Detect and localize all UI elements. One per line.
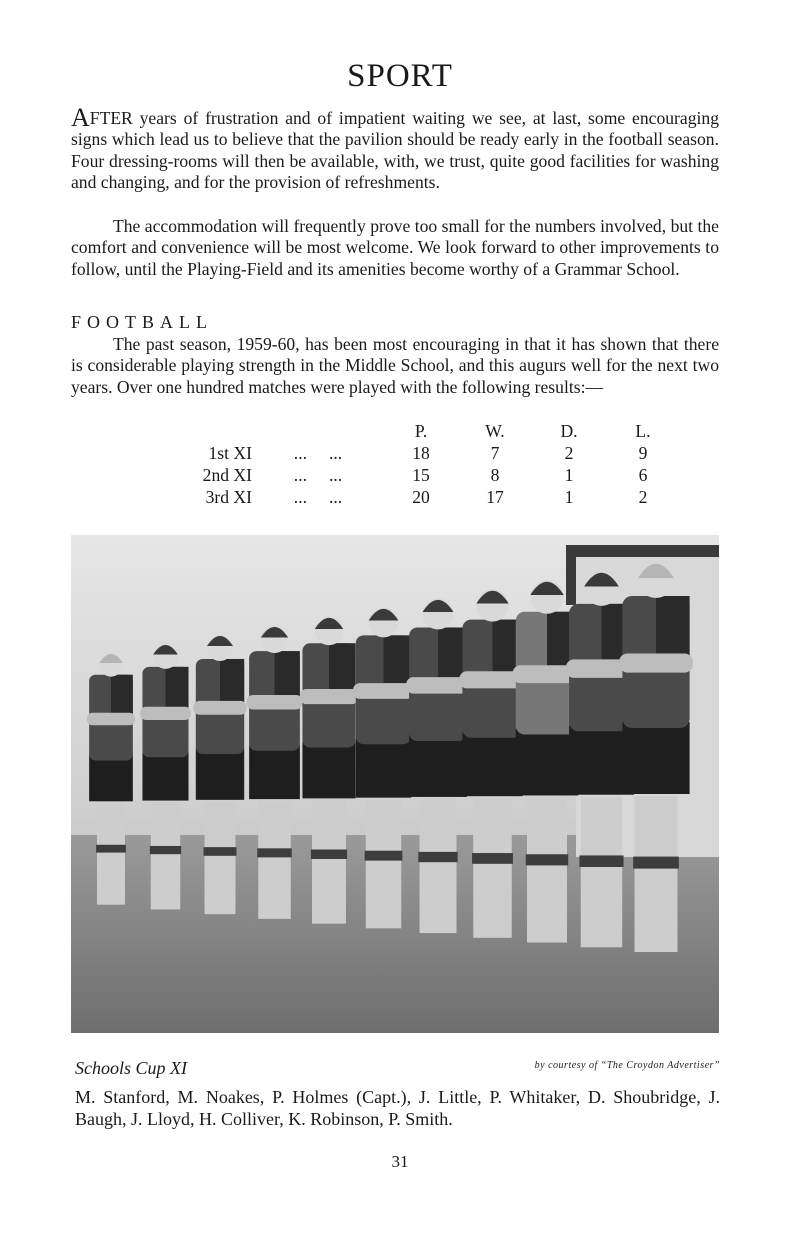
- results-table: [140, 420, 680, 508]
- intro-paragraph: [71, 103, 719, 194]
- section-heading-football: FOOTBALL: [71, 312, 213, 332]
- leader-dots: ... ...: [293, 464, 343, 485]
- page-number: 31: [391, 1152, 409, 1171]
- header-played: P.: [414, 420, 428, 441]
- leader-dots: ... ...: [293, 486, 343, 507]
- table-row: [140, 464, 680, 486]
- played-value: 15: [412, 464, 430, 485]
- lost-value: 9: [638, 442, 648, 463]
- leader-dots: ... ...: [293, 442, 343, 463]
- team-photo: [71, 535, 719, 1033]
- won-value: 8: [490, 464, 500, 485]
- team-photo-illustration: [71, 535, 719, 1033]
- won-value: 17: [486, 486, 504, 507]
- header-lost: L.: [635, 420, 651, 441]
- table-row: [140, 442, 680, 464]
- drop-cap: A: [71, 103, 90, 132]
- lost-value: 6: [638, 464, 648, 485]
- page-title: SPORT: [347, 58, 453, 94]
- table-row: [140, 486, 680, 508]
- team-name: 1st XI: [208, 442, 252, 463]
- accommodation-paragraph: The accommodation will frequently prove too small for the numbers involved, but the comfort and convenience will be most welcome. We look forward to other improvements to follow, until the Playing-Field and its amenities become worthy of a Grammar School.: [71, 216, 719, 279]
- header-won: W.: [485, 420, 505, 441]
- drawn-value: 1: [564, 486, 574, 507]
- football-paragraph: The past season, 1959-60, has been most encouraging in that it has shown that there is considerable playing strength in the Middle School, and this augurs well for the next two years. Over one hundred matches were played with the following results:—: [71, 334, 719, 397]
- won-value: 7: [490, 442, 500, 463]
- team-name: 2nd XI: [202, 464, 252, 485]
- played-value: 18: [412, 442, 430, 463]
- played-value: 20: [412, 486, 430, 507]
- team-name: 3rd XI: [205, 486, 252, 507]
- photo-caption: Schools Cup XI: [75, 1058, 187, 1078]
- drawn-value: 1: [564, 464, 574, 485]
- player-names: M. Stanford, M. Noakes, P. Holmes (Capt.), J. Little, P. Whitaker, D. Shoubridge, J. Baugh, J. Lloyd, H. Colliver, K. Robinson, P. Smith.: [75, 1087, 720, 1129]
- header-drawn: D.: [560, 420, 578, 441]
- results-header-row: [140, 420, 680, 442]
- intro-text: FTER years of frustration and of impatient waiting we see, at last, some encouraging signs which lead us to believe that the pavilion should be ready early in the football season. Four dressing-rooms will then be available, with, we trust, quite good facilities for washing and changing, and for the provision of refreshments.: [71, 108, 719, 193]
- drawn-value: 2: [564, 442, 574, 463]
- lost-value: 2: [638, 486, 648, 507]
- photo-credit: by courtesy of “The Croydon Advertiser”: [534, 1060, 720, 1071]
